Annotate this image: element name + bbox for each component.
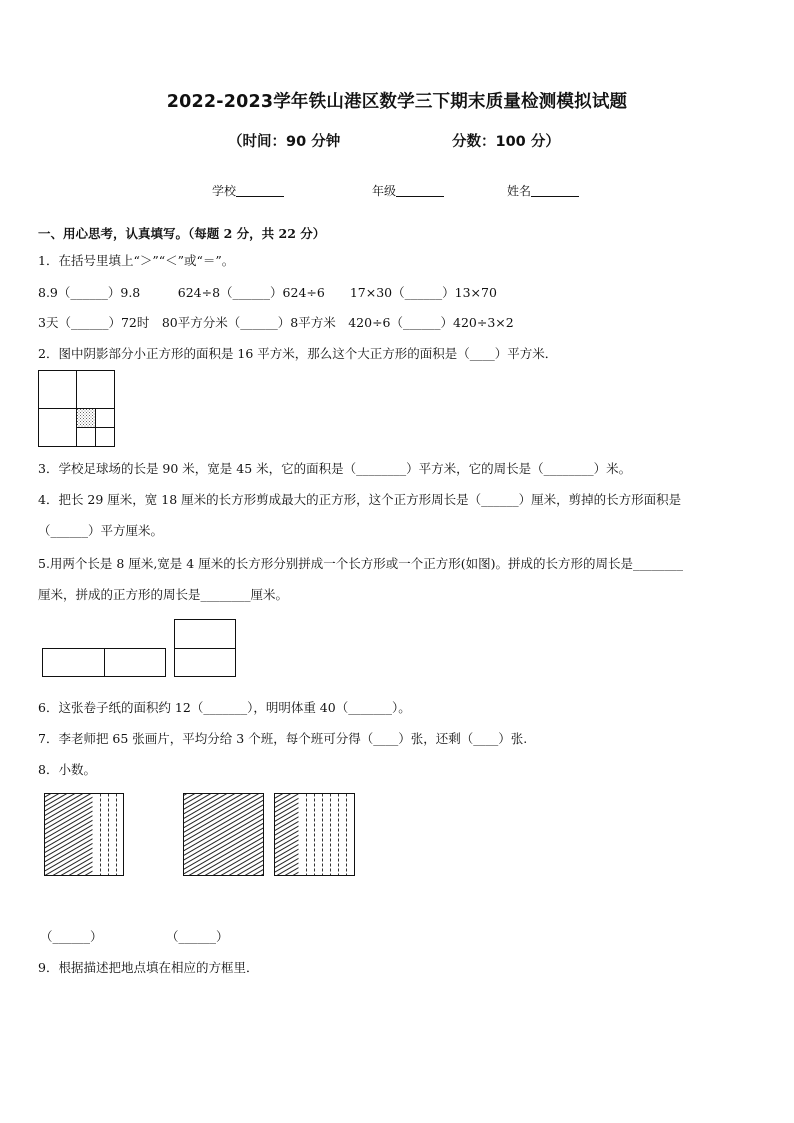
question-4-line-2: （______）平方厘米。 [38, 523, 164, 538]
page-title: 2022-2023学年铁山港区数学三下期末质量检测模拟试题 [166, 92, 628, 112]
question-2-stem: 2．图中阴影部分小正方形的面积是 16 平方米，那么这个大正方形的面积是（____）平方米． [38, 346, 558, 361]
question-9-stem: 9．根据描述把地点填在相应的方框里． [38, 960, 259, 975]
school-blank[interactable] [236, 184, 284, 197]
grade-blank[interactable] [396, 184, 444, 197]
exam-score: 分数：100 分） [452, 134, 560, 150]
question-7-stem: 7．李老师把 65 张画片，平均分给 3 个班，每个班可分得（____）张，还剩（____）张. [38, 731, 528, 746]
decimal-figure-2 [184, 794, 355, 876]
question-8-blank-1[interactable]: （______） [40, 929, 103, 944]
shaded-small-square [77, 409, 96, 428]
decimal-figures [40, 790, 360, 880]
exam-time: （时间：90 分钟 [228, 134, 341, 150]
question-1-stem: 1．在括号里填上“＞”“＜”或“＝”。 [38, 253, 235, 268]
name-blank[interactable] [531, 184, 579, 197]
rectangles-figure [41, 618, 241, 680]
question-1-row-2: 3天（______）72时 80平方分米（______）8平方米 420÷6（______）420÷3×2 [38, 315, 514, 330]
section-heading: 一、用心思考，认真填写。（每题 2 分，共 22 分） [38, 226, 326, 241]
question-5-line-1: 5.用两个长是 8 厘米,宽是 4 厘米的长方形分别拼成一个长方形或一个正方形(如图)。拼成的长方形的周长是________ [38, 556, 683, 571]
school-field[interactable] [212, 182, 284, 199]
question-5-line-2: 厘米，拼成的正方形的周长是________厘米。 [38, 587, 289, 602]
grade-field[interactable] [372, 182, 444, 199]
school-label: 学校 [212, 184, 237, 198]
question-3-stem: 3．学校足球场的长是 90 米，宽是 45 米，它的面积是（________）平方米，它的周长是（________）米。 [38, 461, 632, 476]
grade-label: 年级 [372, 184, 397, 198]
question-8-blank-2[interactable]: （______） [166, 929, 229, 944]
question-1-row-1: 8.9（______）9.8 624÷8（______）624÷6 17×30（______）13×70 [38, 285, 497, 300]
name-field[interactable] [507, 182, 579, 199]
name-label: 姓名 [507, 184, 532, 198]
question-6-stem: 6．这张卷子纸的面积约 12（_______），明明体重 40（_______）。 [38, 700, 411, 715]
question-8-stem: 8．小数。 [38, 762, 96, 777]
question-4-line-1: 4．把长 29 厘米，宽 18 厘米的长方形剪成最大的正方形，这个正方形周长是（______）厘米，剪掉的长方形面积是 [38, 492, 682, 507]
decimal-figure-1 [45, 794, 124, 876]
square-grid-figure [38, 370, 116, 448]
